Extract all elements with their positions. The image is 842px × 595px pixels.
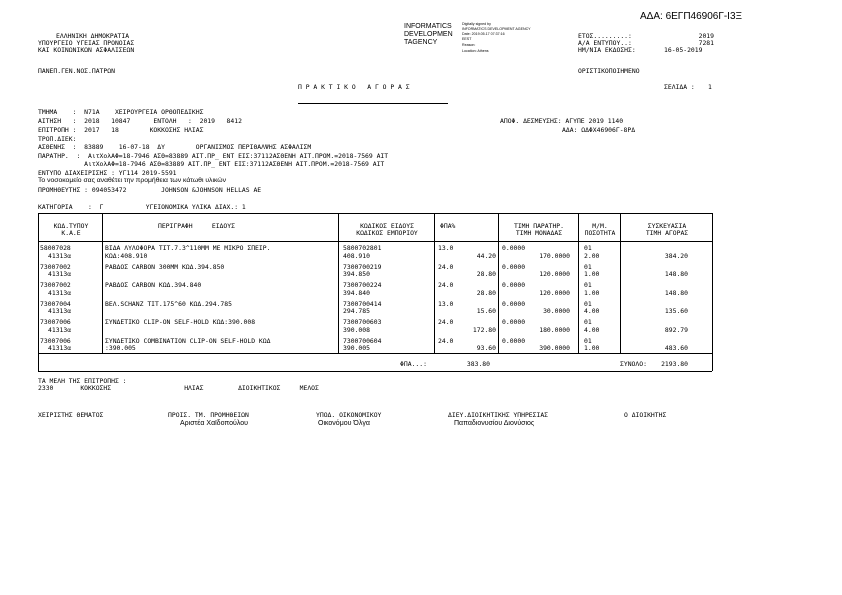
- date-label: ΗΜ/ΝΙΑ ΕΚΔΟΣΗΣ:: [578, 46, 636, 54]
- header-purchase-price: ΤΙΜΗ ΑΓΟΡΑΣ: [645, 229, 689, 237]
- logo-text-3: TAGENCY: [404, 39, 438, 46]
- row-kae: 41313α: [48, 288, 72, 297]
- header-item-code: ΚΩΔΙΚΟΣ ΕΙΔΟΥΣ: [360, 222, 414, 230]
- signature-info-5: Reason:: [462, 43, 476, 47]
- row-description: ΣΥΝΔΕΤΙΚΟ COMBINATION CLIP-ON SELF-HOLD ΚΩΔ: [105, 336, 271, 345]
- row-kae: 41313α: [48, 344, 72, 352]
- row-kae: 41313α: [48, 251, 72, 260]
- signature-role: ΔΙΕΥ.ΔΙΟΙΚΗΤΙΚΗΣ ΥΠΗΡΕΣΙΑΣ: [448, 411, 549, 419]
- row-unit: 01: [584, 299, 592, 308]
- row-unit: 01: [584, 336, 592, 345]
- signature-info-2: INFORMATICS DEVELOPMENT AGENCY: [462, 27, 531, 31]
- row-vat-amount: 28.80: [476, 270, 496, 278]
- etos-label: ΕΤΟΣ.........:: [578, 32, 632, 40]
- table-col-line: [38, 213, 39, 371]
- table-col-line: [338, 213, 339, 353]
- row-item-code: 7300700414: [343, 299, 382, 308]
- row-code: 73007002: [40, 281, 71, 289]
- header-description: ΠΕΡΙΓΡΑΦΗ ΕΙΔΟΥΣ: [158, 222, 235, 230]
- row-unit-price: 120.0000: [539, 288, 570, 297]
- row-price-note: 0.0000: [502, 318, 526, 326]
- table-col-line: [620, 213, 621, 353]
- table-col-line: [102, 213, 103, 353]
- status-text: ΟΡΙΣΤΙΚΟΠΟΙΗΜΕΝΟ: [578, 67, 640, 75]
- table-col-line: [434, 213, 435, 353]
- signature-name: Παπαδιονυσίου Διονύσιος: [454, 420, 535, 427]
- vat-total-value: 383.80: [466, 360, 490, 368]
- row-price-note: 0.0000: [502, 336, 526, 345]
- row-merchant-code: 294.785: [343, 307, 370, 315]
- row-description: ΡΑΒΔΟΣ CARBON ΚΩΔ.394.840: [105, 281, 202, 289]
- org-line-1: ΕΛΛΗΝΙΚΗ ΔΗΜΟΚΡΑΤΙΑ: [56, 32, 130, 40]
- row-vat-amount: 172.80: [472, 325, 496, 334]
- row-total: 148.80: [664, 288, 688, 297]
- row-unit: 01: [584, 318, 592, 326]
- row-unit: 01: [584, 281, 592, 289]
- row-merchant-code: 390.008: [343, 325, 370, 334]
- row-unit-price: 30.0000: [543, 307, 570, 315]
- table-col-line: [712, 213, 713, 371]
- row-quantity: 1.00: [584, 288, 600, 297]
- asthenis-line: ΑΣΘΕΝΗΣ : 83889 16-07-18 ΔΥ ΟΡΓΑΝΙΣΜΟΣ ΠΕΡΙΘΑΛΨΗΣ ΑΣΦΑΛΙΣΜ: [38, 143, 312, 151]
- row-unit: 01: [584, 244, 592, 252]
- row-total: 892.79: [664, 325, 688, 334]
- page-number: 1: [708, 83, 712, 91]
- row-total: 148.80: [664, 270, 688, 278]
- sum-total-value: 2193.80: [661, 360, 688, 368]
- row-price-note: 0.0000: [502, 244, 526, 252]
- row-vat-amount: 15.60: [476, 307, 496, 315]
- row-description: ΡΑΒΔΟΣ CARBON 300ΜΜ ΚΩΔ.394.850: [105, 262, 225, 271]
- signature-info-3: Date: 2019.05.17 07:37:16: [462, 32, 505, 36]
- row-merchant-code: 390.005: [343, 344, 370, 352]
- table-sum-border: [38, 353, 712, 354]
- row-vat-rate: 24.0: [438, 262, 454, 271]
- header-code: ΚΩΔ.ΤΥΠΟΥ: [53, 222, 89, 230]
- row-description: ΒΙΔΑ ΛΥΛΟΦΟΡΑ ΤΙΤ.7.3^110ΜΜ ΜΕ ΜΙΚΡΟ ΣΠΕΙΡ.: [105, 244, 271, 252]
- row-total: 384.20: [664, 251, 688, 260]
- table-bottom-border: [38, 371, 712, 372]
- row-item-code: 7300700224: [343, 281, 382, 289]
- row-unit: 01: [584, 262, 592, 271]
- row-description-2: ΚΩΔ:408.910: [105, 251, 148, 260]
- paratir-line-1: ΠΑΡΑΤΗΡ. : ΑιτΧολΑΦ=18-7946 ΑΣΘ=83889 ΑΙΤ.ΠΡ_ ΕΝΤ ΕΙΣ:37112ΑΣΘΕΝΗ ΑΙΤ.ΠΡΟΜ.=2018-7569 ΑΙΤ: [38, 152, 389, 160]
- table-top-border: [38, 213, 712, 214]
- row-code: 73007002: [40, 262, 71, 271]
- ada-secondary: ΑΔΑ: ΩΔΦΧ46906Γ-8ΡΔ: [562, 126, 636, 134]
- row-description: ΒΕΛ.SCHANZ ΤΙΤ.175^60 ΚΩΔ.294.785: [105, 299, 232, 308]
- signature-role: ΥΠΟΔ. ΟΙΚΟΝΟΜΙΚΟΥ: [316, 411, 382, 419]
- row-quantity: 1.00: [584, 270, 600, 278]
- row-vat-amount: 44.20: [476, 251, 496, 260]
- row-kae: 41313α: [48, 270, 72, 278]
- header-price-note: ΤΙΜΗ ΠΑΡΑΤΗΡ.: [513, 222, 565, 230]
- row-code: 73007006: [40, 318, 71, 326]
- aitisi-line: ΑΙΤΗΣΗ : 2018 10847 ΕΝΤΟΛΗ : 2019 8412: [38, 117, 242, 125]
- supplier-line: ΠΡΟΜΗΘΕΥΤΗΣ : 094053472 JOHNSON &JOHNSON HELLAS AE: [38, 186, 262, 194]
- header-merchant-code: ΚΩΔΙΚΟΣ ΕΜΠΟΡΙΟΥ: [356, 229, 418, 237]
- row-kae: 41313α: [48, 325, 72, 334]
- ada-stamp: ΑΔΑ: 6ΕΓΠ46906Γ-Ι3Ξ: [640, 11, 743, 22]
- signature-name: Αριστέα Χαϊδοπούλου: [180, 420, 248, 427]
- header-unit: Μ/Μ.: [592, 222, 608, 230]
- signature-info-4: EEST: [462, 37, 472, 41]
- committee-label: ΤΑ ΜΕΛΗ ΤΗΣ ΕΠΙΤΡΟΠΗΣ :: [38, 377, 127, 385]
- row-vat-rate: 24.0: [438, 281, 454, 289]
- signature-info-1: Digitally signed by: [462, 22, 491, 26]
- apof-line: ΑΠΟΦ. ΔΕΣΜΕΥΣΗΣ: ΑΓΥΠΕ 2019 1140: [500, 117, 624, 125]
- row-quantity: 2.00: [584, 251, 600, 260]
- page-title: Π Ρ Α Κ Τ Ι Κ Ο Α Γ Ο Ρ Α Σ: [298, 83, 410, 91]
- date-value: 16-05-2019: [664, 46, 703, 54]
- signature-role: Ο ΔΙΟΙΚΗΤΗΣ: [624, 411, 667, 419]
- row-vat-rate: 24.0: [438, 336, 454, 345]
- committee-member: 2330 ΚΟΚΚΟΣΗΣ ΗΛΙΑΣ ΔΙΟΙΚΗΤΙΚΟΣ ΜΕΛΟΣ: [38, 384, 319, 392]
- category-line: ΚΑΤΗΓΟΡΙΑ : Γ ΥΓΕΙΟΝΟΜΙΚΑ ΥΛΙΚΑ ΔΙΑΧ.: 1: [38, 203, 246, 211]
- row-item-code: 7300700603: [343, 318, 382, 326]
- aa-label: Α/Α ΕΝΤΥΠΟΥ..:: [578, 39, 632, 47]
- table-col-line: [578, 213, 579, 353]
- row-price-note: 0.0000: [502, 299, 526, 308]
- row-unit-price: 180.0000: [539, 325, 570, 334]
- row-vat-rate: 13.0: [438, 244, 454, 252]
- row-item-code: 7300700604: [343, 336, 382, 345]
- row-vat-rate: 13.0: [438, 299, 454, 308]
- row-quantity: 4.00: [584, 325, 600, 334]
- row-code: 73007004: [40, 299, 71, 308]
- row-vat-amount: 28.80: [476, 288, 496, 297]
- signature-role: ΠΡΟΙΣ. ΤΜ. ΠΡΟΜΗΘΕΙΩΝ: [168, 411, 249, 419]
- row-unit-price: 120.0000: [539, 270, 570, 278]
- row-merchant-code: 394.840: [343, 288, 370, 297]
- row-quantity: 1.00: [584, 344, 600, 352]
- signature-name: Οικονόμου Όλγα: [318, 420, 370, 427]
- row-price-note: 0.0000: [502, 262, 526, 271]
- row-item-code: 5800702801: [343, 244, 382, 252]
- row-merchant-code: 408.910: [343, 251, 370, 260]
- table-col-line: [498, 213, 499, 353]
- sum-total-label: ΣΥΝΟΛΟ:: [620, 360, 647, 368]
- trop-line: ΤΡΟΠ.ΔΙΕΚ:: [38, 135, 77, 143]
- logo-text-2: DEVELOPMEN: [404, 31, 453, 38]
- tmima-line: ΤΜΗΜΑ : Ν71Α ΧΕΙΡΟΥΡΓΕΙΑ ΟΡΘΟΠΕΔΙΚΗΣ: [38, 108, 204, 116]
- row-code: 58007028: [40, 244, 71, 252]
- row-kae: 41313α: [48, 307, 72, 315]
- row-merchant-code: 394.850: [343, 270, 370, 278]
- title-underline: [298, 103, 448, 104]
- row-vat-rate: 24.0: [438, 318, 454, 326]
- signature-info-6: Location: Athens: [462, 49, 489, 53]
- paratir-line-2: ΑιτΧολΑΦ=18-7946 ΑΣΘ=83889 ΑΙΤ.ΠΡ_ ΕΝΤ ΕΙΣ:37112ΑΣΘΕΝΗ ΑΙΤ.ΠΡΟΜ.=2018-7569 ΑΙΤ: [38, 160, 385, 168]
- row-description: ΣΥΝΔΕΤΙΚΟ CLIP-ON SELF-HOLD ΚΩΔ:390.008: [105, 318, 256, 326]
- row-code: 73007006: [40, 336, 71, 345]
- signature-role: ΧΕΙΡΙΣΤΗΣ ΘΕΜΑΤΟΣ: [38, 411, 104, 419]
- entypo-line: ΕΝΤΥΠΟ ΔΙΑΧΕΙΡΙΣΗΣ : ΥΓ114 2019-5591: [38, 169, 177, 177]
- header-kae: Κ.Α.Ε: [61, 229, 81, 237]
- header-package: ΣΥΣΚΕΥΑΣΙΑ: [647, 222, 687, 230]
- row-unit-price: 390.0000: [539, 344, 570, 352]
- etos-value: 2019: [698, 32, 714, 40]
- row-total: 483.60: [664, 344, 688, 352]
- header-unit-price: ΤΙΜΗ ΜΟΝΑΔΑΣ: [515, 229, 563, 237]
- header-quantity: ΠΟΣΟΤΗΤΑ: [584, 229, 616, 237]
- org-line-3: ΚΑΙ ΚΟΙΝΩΝΙΚΩΝ ΑΣΦΑΛΙΣΕΩΝ: [38, 46, 135, 54]
- page-number-label: ΣΕΛΙΔΑ :: [664, 83, 695, 91]
- row-description-2: :390.005: [105, 344, 136, 352]
- epitropi-line: ΕΠΙΤΡΟΠΗ : 2017 18 ΚΟΚΚΟΣΗΣ ΗΛΙΑΣ: [38, 126, 204, 134]
- row-item-code: 7300700219: [343, 262, 382, 271]
- vat-total-label: ΦΠΑ...:: [400, 360, 427, 368]
- row-price-note: 0.0000: [502, 281, 526, 289]
- row-vat-amount: 93.60: [476, 344, 496, 352]
- row-quantity: 4.00: [584, 307, 600, 315]
- hospital-name: ΠΑΝΕΠ.ΓΕΝ.ΝΟΣ.ΠΑΤΡΩΝ: [38, 67, 115, 75]
- note-line: Το νοσοκομείο σας αναθέτει την προμήθεια των κάτωθι υλικών: [38, 177, 226, 184]
- aa-value: 7281: [698, 39, 714, 47]
- header-vat: ΦΠΑ%: [440, 222, 456, 230]
- row-total: 135.60: [664, 307, 688, 315]
- org-line-2: ΥΠΟΥΡΓΕΙΟ ΥΓΕΙΑΣ ΠΡΟΝΟΙΑΣ: [38, 39, 135, 47]
- row-unit-price: 170.0000: [539, 251, 570, 260]
- logo-text-1: INFORMATICS: [404, 23, 452, 30]
- table-header-border: [38, 241, 712, 242]
